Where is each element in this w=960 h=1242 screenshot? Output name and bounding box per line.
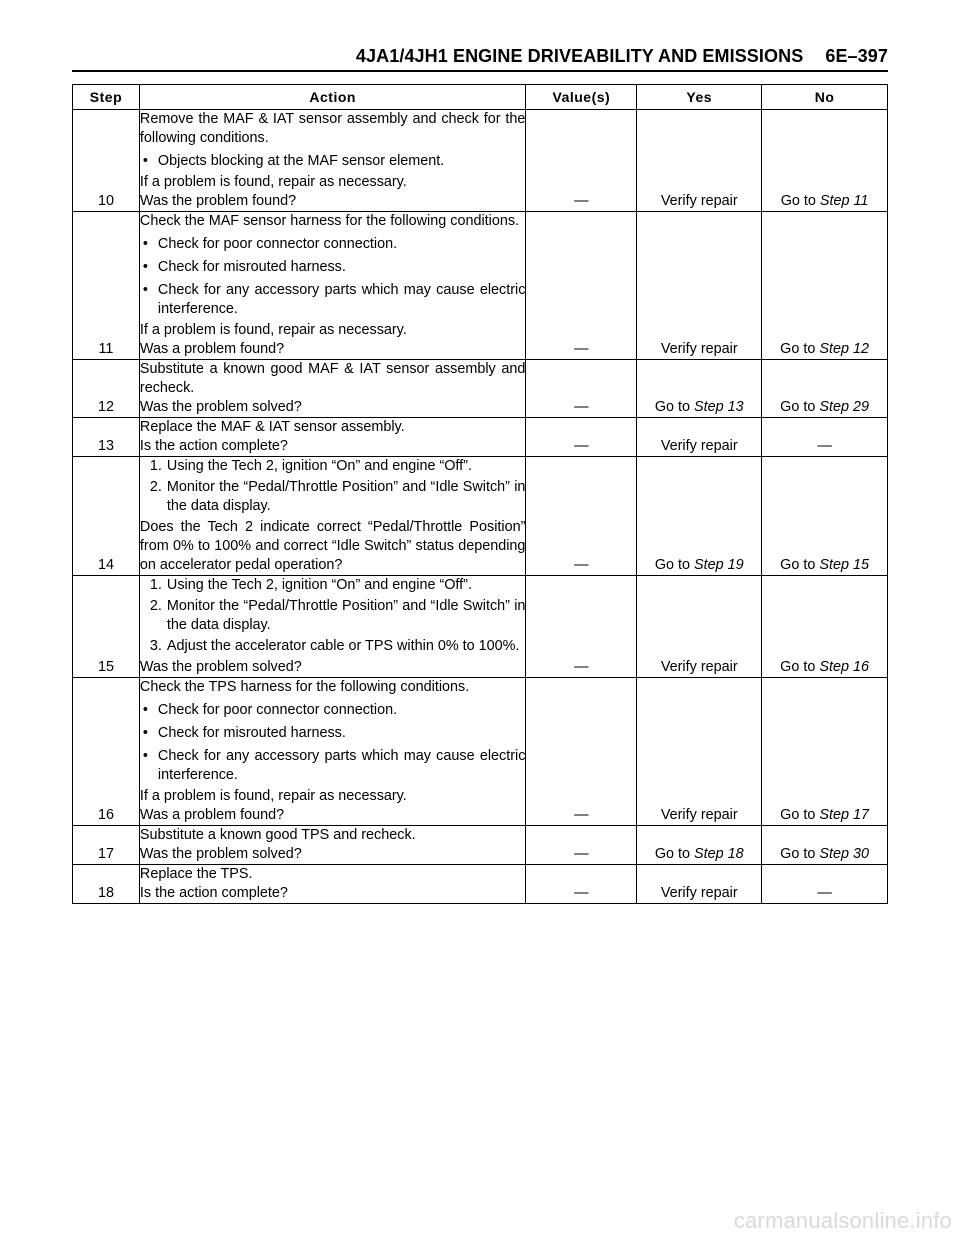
action-bullet-item: • Check for any accessory parts which may cause electric interference.	[140, 281, 526, 319]
item-number: 1.	[149, 577, 162, 593]
action-text: Replace the TPS.	[139, 866, 253, 882]
action-question: Was a problem found?	[139, 807, 285, 823]
action-question: Was the problem found?	[139, 193, 297, 209]
table-row	[73, 678, 888, 826]
step-value: —	[526, 576, 637, 678]
item-number: 2.	[149, 598, 162, 614]
step-no-result	[762, 212, 888, 360]
no-text: —	[817, 885, 832, 901]
page-title	[356, 46, 888, 67]
step-no-result	[762, 826, 888, 865]
step-value: —	[526, 110, 637, 212]
step-no-result	[762, 457, 888, 576]
step-yes-result	[637, 576, 762, 678]
yes-text: Go to	[654, 399, 691, 415]
step-yes-result	[637, 418, 762, 457]
page-header	[72, 44, 888, 72]
yes-text: Verify repair	[660, 807, 738, 823]
item-number: 2.	[149, 479, 162, 495]
table-row	[73, 212, 888, 360]
step-value: —	[526, 212, 637, 360]
item-text: Monitor the “Pedal/Throttle Position” and “Idle Switch” in the data display.	[166, 598, 526, 633]
column-header-action: Action	[139, 85, 526, 110]
table-row	[73, 457, 888, 576]
table-row	[73, 418, 888, 457]
column-header-values: Value(s)	[526, 85, 637, 110]
item-text: Adjust the accelerator cable or TPS within 0% to 100%.	[166, 638, 520, 654]
action-text: Is the action complete?	[139, 438, 288, 454]
item-text: Using the Tech 2, ignition “On” and engine “Off”.	[166, 458, 472, 474]
action-question: Does the Tech 2 indicate correct “Pedal/Throttle Position” from 0% to 100% and correct “Idle Switch” status depending on accelerator pedal operation?	[139, 519, 526, 573]
no-step-reference: Step 11	[819, 193, 869, 209]
action-numbered-item	[140, 478, 526, 516]
column-header-yes: Yes	[637, 85, 762, 110]
step-no-result	[762, 576, 888, 678]
action-text: Substitute a known good TPS and recheck.	[139, 827, 416, 843]
step-action	[139, 865, 526, 904]
step-value: —	[526, 826, 637, 865]
no-step-reference: Step 15	[819, 557, 869, 573]
action-question: If a problem is found, repair as necessary.	[139, 788, 407, 804]
no-step-reference: Step 30	[819, 846, 869, 862]
step-number: 11	[73, 212, 140, 360]
action-question: If a problem is found, repair as necessary.	[139, 322, 407, 338]
action-text: Was the problem solved?	[139, 846, 302, 862]
column-header-step: Step	[73, 85, 140, 110]
step-no-result	[762, 360, 888, 418]
yes-text: Verify repair	[660, 659, 738, 675]
step-no-result	[762, 418, 888, 457]
action-numbered-item	[140, 597, 526, 635]
table-row	[73, 865, 888, 904]
step-action	[139, 360, 526, 418]
step-no-result	[762, 678, 888, 826]
table-header-row	[73, 85, 888, 110]
action-numbered-item	[140, 637, 526, 656]
yes-step-reference: Step 13	[694, 399, 744, 415]
no-text: Go to	[780, 557, 816, 573]
action-numbered-item	[140, 457, 526, 476]
yes-text: Verify repair	[660, 193, 738, 209]
column-header-no: No	[762, 85, 888, 110]
no-step-reference: Step 12	[819, 341, 869, 357]
item-text: Using the Tech 2, ignition “On” and engine “Off”.	[166, 577, 472, 593]
item-number: 3.	[149, 638, 162, 654]
no-text: Go to	[780, 341, 816, 357]
step-yes-result	[637, 212, 762, 360]
step-yes-result	[637, 360, 762, 418]
action-bullet-item: • Objects blocking at the MAF sensor element.	[140, 152, 526, 171]
yes-text: Verify repair	[660, 438, 738, 454]
yes-step-reference: Step 19	[694, 557, 744, 573]
step-value: —	[526, 865, 637, 904]
step-yes-result	[637, 678, 762, 826]
action-question: If a problem is found, repair as necessary.	[139, 174, 407, 190]
step-action	[139, 212, 526, 360]
no-step-reference: Step 29	[819, 399, 869, 415]
step-action	[139, 418, 526, 457]
step-value: —	[526, 418, 637, 457]
step-no-result	[762, 110, 888, 212]
step-yes-result	[637, 110, 762, 212]
step-number: 17	[73, 826, 140, 865]
step-value: —	[526, 678, 637, 826]
step-number: 12	[73, 360, 140, 418]
step-number: 18	[73, 865, 140, 904]
action-text: Check the TPS harness for the following conditions.	[139, 679, 470, 695]
action-text: Check the MAF sensor harness for the following conditions.	[139, 213, 520, 229]
no-text: —	[817, 438, 832, 454]
table-row	[73, 360, 888, 418]
action-bullet-item: • Check for misrouted harness.	[140, 258, 526, 277]
action-bullet-item: • Check for poor connector connection.	[140, 235, 526, 254]
step-action	[139, 826, 526, 865]
step-number: 10	[73, 110, 140, 212]
watermark: carmanualsonline.info	[733, 1208, 952, 1233]
step-action	[139, 110, 526, 212]
step-value: —	[526, 457, 637, 576]
step-number: 13	[73, 418, 140, 457]
action-text: Substitute a known good MAF & IAT sensor assembly and recheck.	[139, 361, 526, 396]
action-bullet-item: • Check for poor connector connection.	[140, 701, 526, 720]
item-number: 1.	[149, 458, 162, 474]
step-number: 15	[73, 576, 140, 678]
no-text: Go to	[780, 659, 816, 675]
yes-text: Go to	[654, 846, 691, 862]
manual-section-title: 4JA1/4JH1 ENGINE DRIVEABILITY AND EMISSIONS	[355, 46, 804, 66]
yes-step-reference: Step 18	[694, 846, 744, 862]
no-step-reference: Step 17	[819, 807, 869, 823]
action-text: Is the action complete?	[139, 885, 288, 901]
no-text: Go to	[780, 193, 816, 209]
table-row	[73, 826, 888, 865]
yes-text: Verify repair	[660, 885, 738, 901]
yes-text: Verify repair	[660, 341, 738, 357]
page-number: 6E–397	[825, 46, 888, 66]
item-text: Monitor the “Pedal/Throttle Position” and “Idle Switch” in the data display.	[166, 479, 526, 514]
step-value: —	[526, 360, 637, 418]
action-question: Was a problem found?	[139, 341, 285, 357]
table-row	[73, 110, 888, 212]
action-question: Was the problem solved?	[139, 659, 302, 675]
action-text: Remove the MAF & IAT sensor assembly and check for the following conditions.	[139, 111, 526, 146]
no-text: Go to	[780, 846, 816, 862]
step-yes-result	[637, 457, 762, 576]
action-numbered-item	[140, 576, 526, 595]
action-text: Replace the MAF & IAT sensor assembly.	[139, 419, 405, 435]
step-yes-result	[637, 826, 762, 865]
no-text: Go to	[780, 399, 816, 415]
yes-text: Go to	[654, 557, 691, 573]
no-step-reference: Step 16	[819, 659, 869, 675]
diagnostic-steps-table	[72, 84, 888, 904]
table-row	[73, 576, 888, 678]
no-text: Go to	[780, 807, 816, 823]
step-yes-result	[637, 865, 762, 904]
step-action	[139, 457, 526, 576]
step-action	[139, 576, 526, 678]
action-bullet-item: • Check for any accessory parts which may cause electric interference.	[140, 747, 526, 785]
step-number: 16	[73, 678, 140, 826]
action-text: Was the problem solved?	[139, 399, 302, 415]
action-bullet-item: • Check for misrouted harness.	[140, 724, 526, 743]
step-no-result	[762, 865, 888, 904]
step-action	[139, 678, 526, 826]
step-number: 14	[73, 457, 140, 576]
